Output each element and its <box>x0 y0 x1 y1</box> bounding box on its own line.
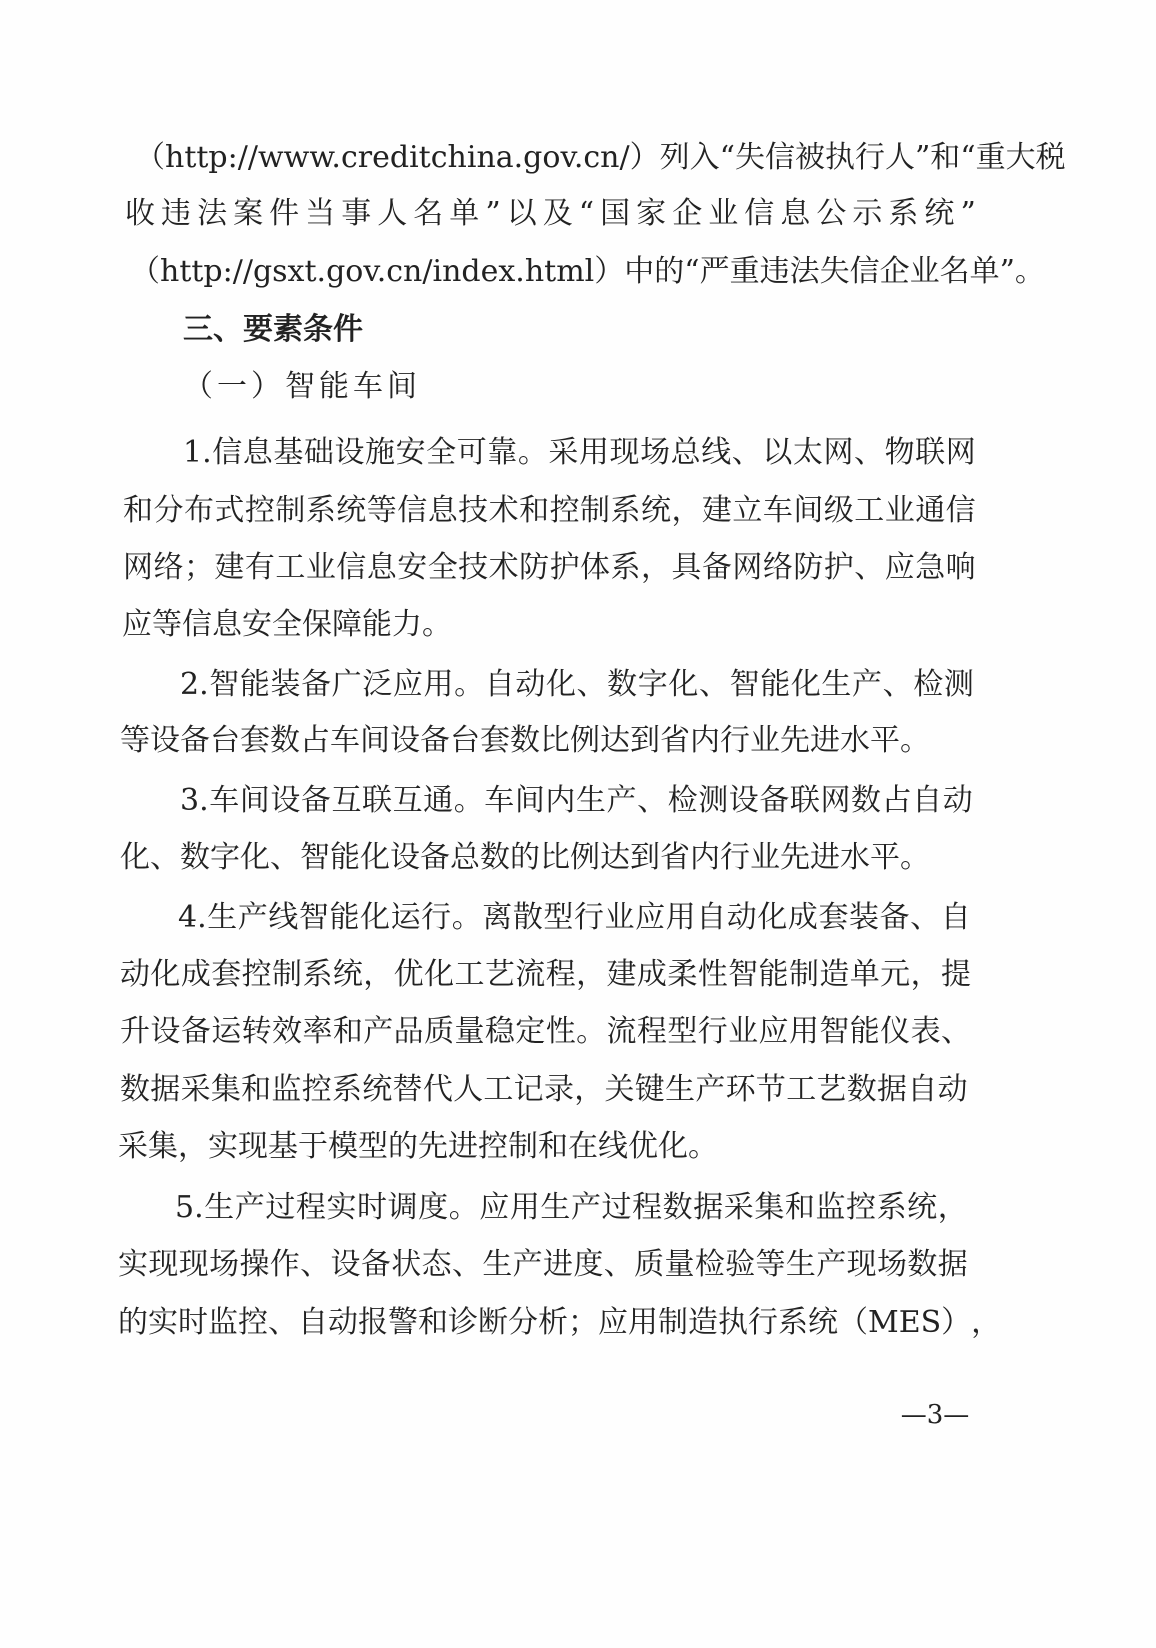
text-line: 应等信息安全保障能力。 <box>122 607 452 642</box>
text-line: 2. 智 能 装 备 广 泛 应 用 。 自 动 化 、 数 字 化 、 智 能 化 生 产 、 检 测 <box>180 667 974 702</box>
text-line: 采集，实现基于模型的先进控制和在线优化。 <box>118 1129 718 1164</box>
text-line: 4. 生 产 线 智 能 化 运 行 。 离 散 型 行 业 应 用 自 动 化 成 套 装 备 、 自 <box>178 900 971 935</box>
text-line: （http://gsxt.gov.cn/index.html）中的“严重违法失信企业名单”。 <box>130 254 1045 289</box>
text-line: 和 分 布 式 控 制 系 统 等 信 息 技 术 和 控 制 系 统 ， 建 立 车 间 级 工 业 通 信 <box>123 493 976 528</box>
text-line: 的 实 时 监 控 、 自 动 报 警 和 诊 断 分 析 ； 应 用 制 造 执 行 系 统 （ MES ） ， <box>118 1305 1002 1340</box>
text-line: 收 违 法 案 件 当 事 人 名 单 ” 以 及 “ 国 家 企 业 信 息 公 示 系 统 ” <box>125 196 976 231</box>
text-line: 5. 生 产 过 程 实 时 调 度 。 应 用 生 产 过 程 数 据 采 集 和 监 控 系 统 ， <box>175 1190 968 1225</box>
text-line: 化、数字化、智能化设备总数的比例达到省内行业先进水平。 <box>120 840 930 875</box>
section-heading: 三、要素条件 <box>183 312 363 347</box>
text-line: （ http://www.creditchina.gov.cn/ ） 列 入 “ 失 信 被 执 行 人 ” 和 “ 重 大 税 <box>135 140 1066 175</box>
text-line: 数 据 采 集 和 监 控 系 统 替 代 人 工 记 录 ， 关 键 生 产 环 节 工 艺 数 据 自 动 <box>120 1072 968 1107</box>
subsection-heading: （一）智能车间 <box>183 369 421 404</box>
text-line: 升 设 备 运 转 效 率 和 产 品 质 量 稳 定 性 。 流 程 型 行 业 应 用 智 能 仪 表 、 <box>120 1014 971 1049</box>
text-line: 网 络 ； 建 有 工 业 信 息 安 全 技 术 防 护 体 系 ， 具 备 网 络 防 护 、 应 急 响 <box>123 550 976 585</box>
text-line: 1. 信 息 基 础 设 施 安 全 可 靠 。 采 用 现 场 总 线 、 以 太 网 、 物 联 网 <box>183 435 976 470</box>
text-line: 3. 车 间 设 备 互 联 互 通 。 车 间 内 生 产 、 检 测 设 备 联 网 数 占 自 动 <box>180 783 973 818</box>
text-line: 动 化 成 套 控 制 系 统 ， 优 化 工 艺 流 程 ， 建 成 柔 性 智 能 制 造 单 元 ， 提 <box>120 957 971 992</box>
page-number: —3— <box>900 1400 970 1430</box>
text-line: 实 现 现 场 操 作 、 设 备 状 态 、 生 产 进 度 、 质 量 检 验 等 生 产 现 场 数 据 <box>118 1247 968 1282</box>
text-line: 等设备台套数占车间设备台套数比例达到省内行业先进水平。 <box>120 723 930 758</box>
